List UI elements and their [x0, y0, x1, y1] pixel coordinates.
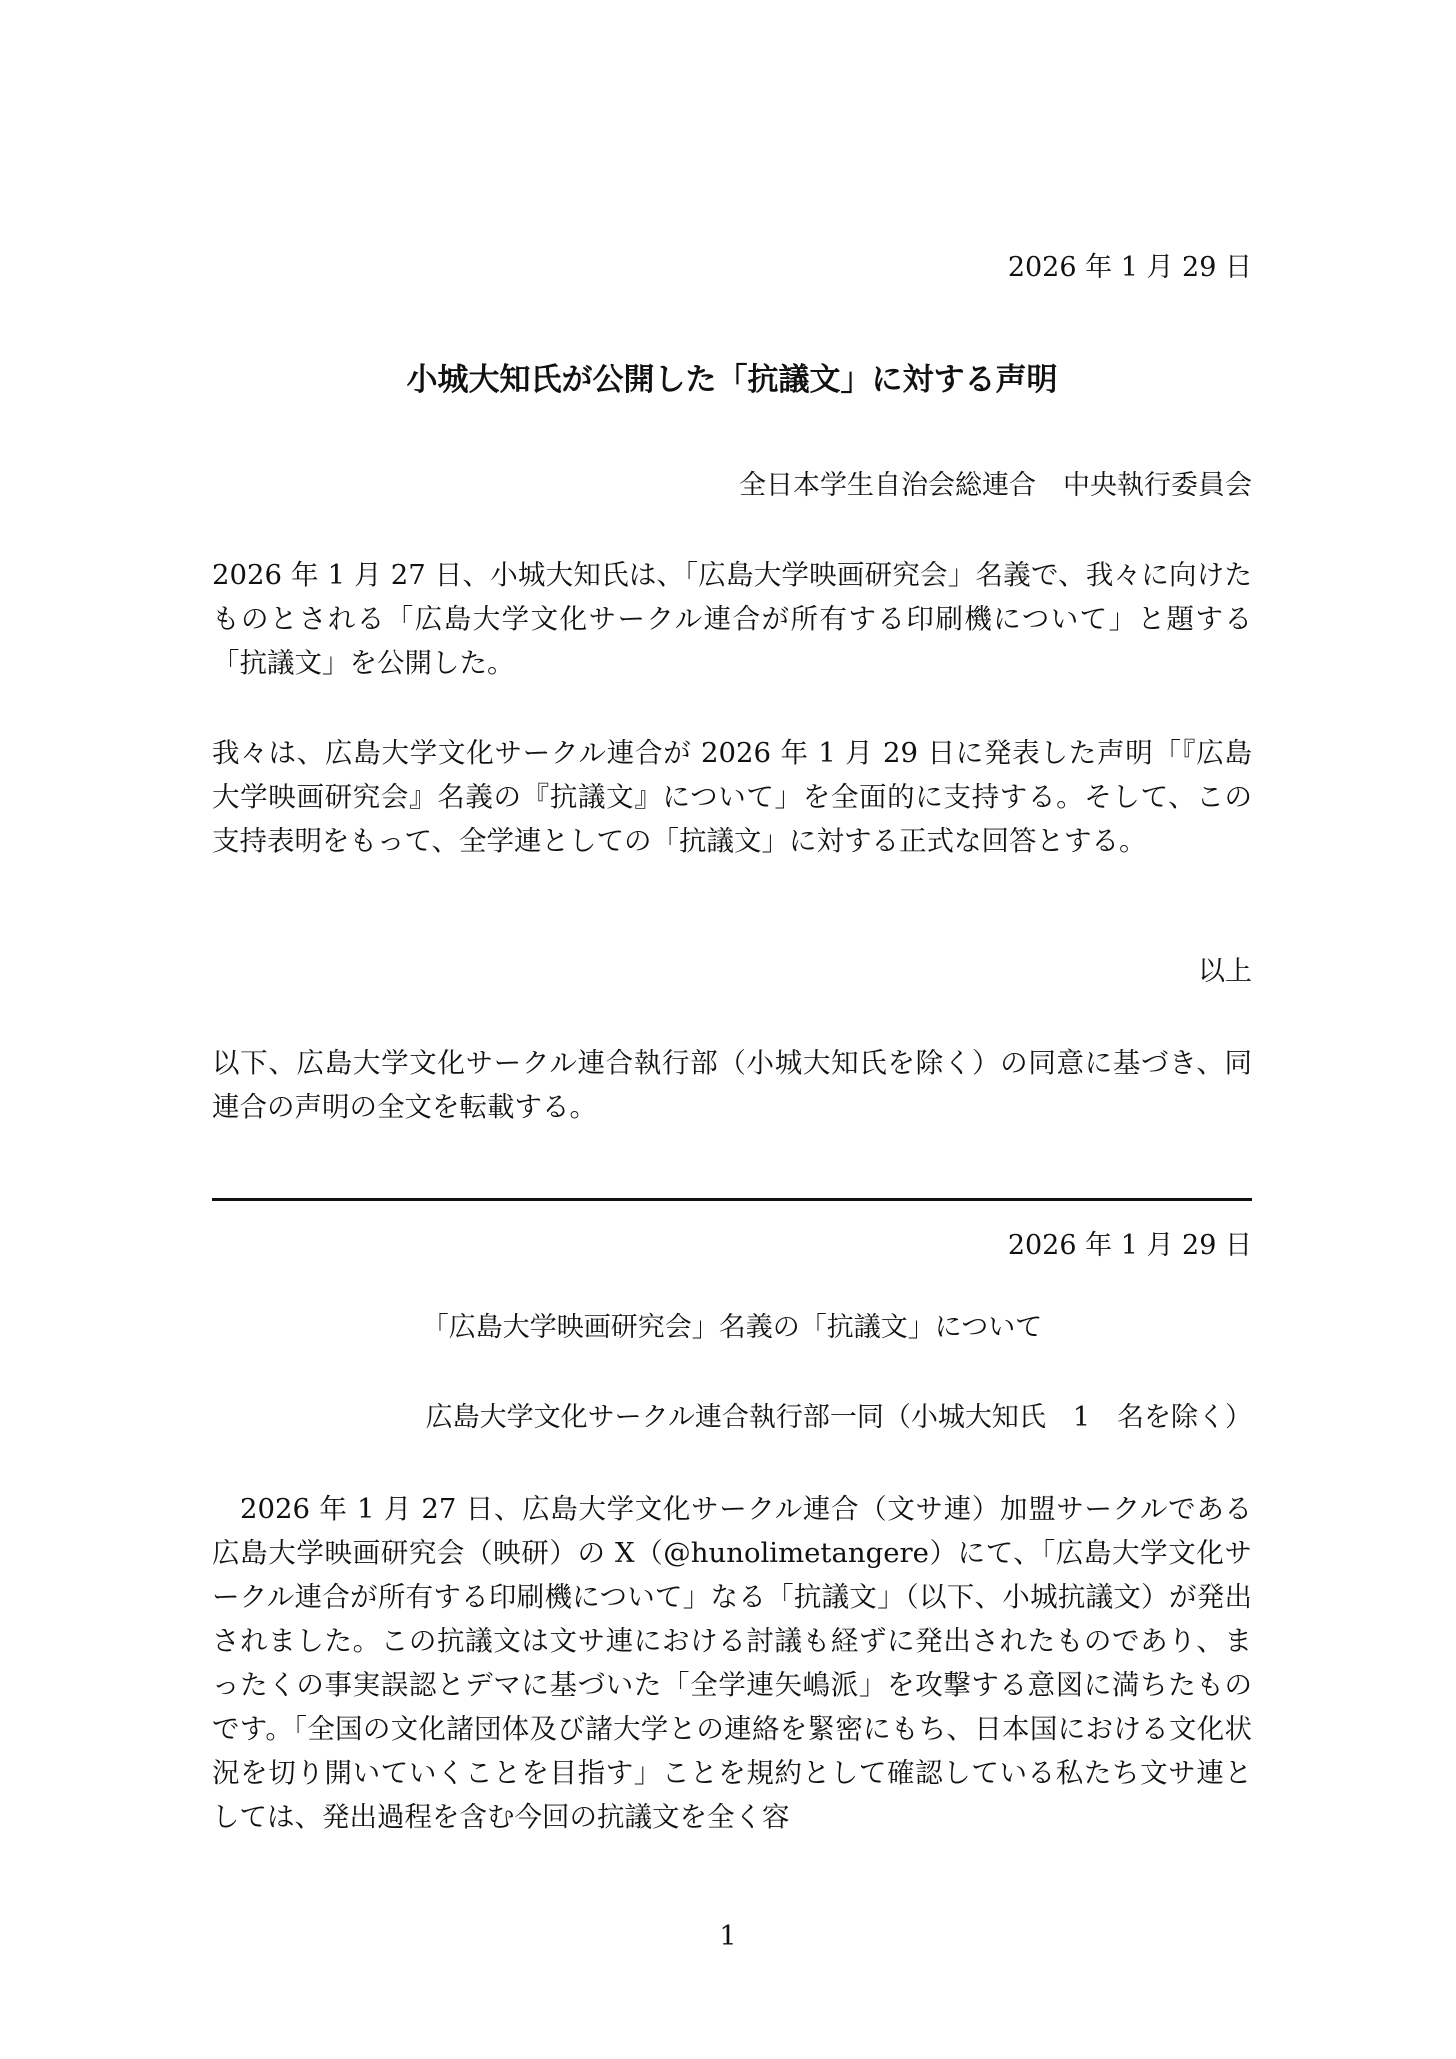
reprint-paragraph-1: 2026 年 1 月 27 日、広島大学文化サークル連合（文サ連）加盟サークルである広島大学映画研究会（映研）の X（@hunolimetangere）にて、「広島大学文化サークル連合が所有する印刷機について」なる「抗議文」（以下、小城抗議文）が発出されました。この抗議文は文サ連における討議も経ずに発出されたものであり、まったくの事実誤認とデマに基づいた「全学連矢嶋派」を攻撃する意図に満ちたものです。「全国の文化諸団体及び諸大学との連絡を緊密にもち、日本国における文化状況を切り開いていくことを目指す」ことを規約として確認している私たち文サ連としては、発出過程を含む今回の抗議文を全く容: [212, 1493, 1252, 1833]
statement-author: 全日本学生自治会総連合 中央執行委員会: [739, 470, 1252, 501]
reprint-date: 2026 年 1 月 29 日: [1007, 1230, 1252, 1261]
reprint-author: 広島大学文化サークル連合執行部一同（小城大知氏 1 名を除く）: [425, 1402, 1252, 1433]
page-number: 1: [719, 1921, 737, 1952]
statement-date: 2026 年 1 月 29 日: [1007, 252, 1252, 283]
reprint-title: 「広島大学映画研究会」名義の「抗議文」について: [421, 1312, 1043, 1343]
section-divider: [212, 1198, 1252, 1201]
statement-paragraph-3: 以下、広島大学文化サークル連合執行部（小城大知氏を除く）の同意に基づき、同連合の声明の全文を転載する。: [212, 1047, 1252, 1123]
statement-paragraph-1: 2026 年 1 月 27 日、小城大知氏は、「広島大学映画研究会」名義で、我々に向けたものとされる「広島大学文化サークル連合が所有する印刷機について」と題する「抗議文」を公開した。: [212, 559, 1252, 679]
statement-paragraph-2: 我々は、広島大学文化サークル連合が 2026 年 1 月 29 日に発表した声明「『広島大学映画研究会』名義の『抗議文』について」を全面的に支持する。そして、この支持表明をもって、全学連としての「抗議文」に対する正式な回答とする。: [212, 737, 1252, 857]
page-title: 小城大知氏が公開した「抗議文」に対する声明: [406, 362, 1058, 398]
statement-closing: 以上: [1198, 956, 1252, 987]
